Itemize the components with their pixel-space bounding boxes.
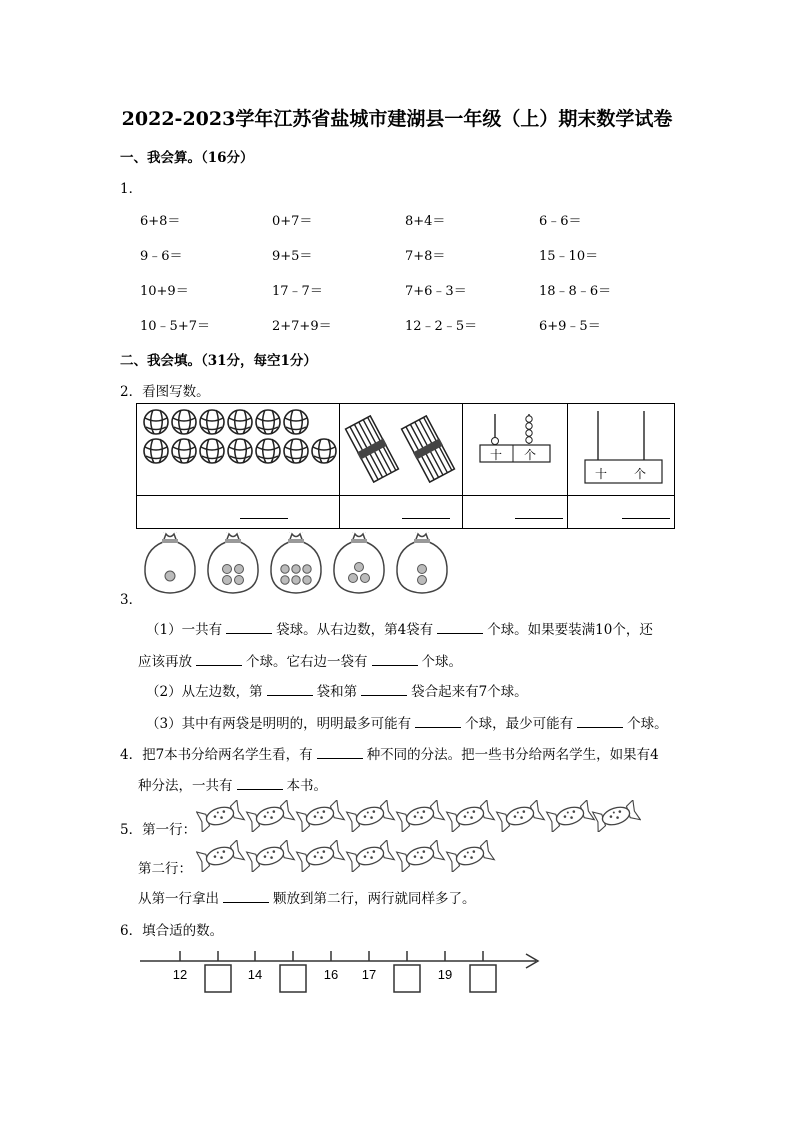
q3-blank-right-bag[interactable] [372,653,418,666]
abacus-2-picture [568,404,674,491]
q3-blank-bag-b[interactable] [361,683,407,696]
number-line [138,943,546,999]
q5-row2-label: 第二行： [138,861,192,877]
calc-3-4: 18﹣8﹣6＝ [539,284,612,299]
candy-row-1 [196,800,641,832]
q4-line1: 4．把7本书分给两名学生看，有 种不同的分法。把一些书分给两名学生，如果有4 [120,747,659,763]
calc-1-4: 6﹣6＝ [539,214,582,229]
calc-4-2: 2+7+9＝ [272,319,332,334]
section-1-heading: 一、我会算。（16分） [120,150,254,166]
calc-3-3: 7+6﹣3＝ [405,284,467,299]
number-line-box-2[interactable] [280,965,306,992]
calc-2-3: 7+8＝ [405,249,446,264]
number-line-box-4[interactable] [470,965,496,992]
answer-cell-3[interactable] [463,496,568,529]
q3-blank-total-bags[interactable] [226,621,272,634]
q3-part3: （3）其中有两袋是明明的，明明最多可能有 个球，最少可能有 个球。 [146,716,668,732]
tick-label-19: 19 [437,967,453,982]
tick-label-16: 16 [323,967,339,982]
number-line-box-1[interactable] [205,965,231,992]
abacus-2-ones-label: 个 [634,467,647,481]
calc-1-1: 6+8＝ [140,214,181,229]
sticks-cell [340,404,463,496]
volleyball-cell [137,404,340,496]
tick-label-14: 14 [247,967,263,982]
abacus-1-picture [463,404,567,491]
page-title: 2022-2023学年江苏省盐城市建湖县一年级（上）期末数学试卷 [121,108,673,130]
q3-part1-line1: （1）一共有 袋球。从右边数，第4袋有 个球。如果要装满10个，还 [146,622,653,638]
answer-cell-1[interactable] [137,496,340,529]
q3-part1-line2: 应该再放 个球。它右边一袋有 个球。 [138,654,462,670]
abacus-2-cell [568,404,675,496]
volleyballs-picture [137,404,339,491]
abacus-1-cell [463,404,568,496]
bag-4 [334,532,384,593]
tick-label-17: 17 [361,967,377,982]
q3-part2: （2）从左边数，第 袋和第 袋合起来有7个球。 [146,684,528,700]
stick-bundles-picture [340,404,462,491]
bag-2 [208,532,258,593]
calc-3-2: 17﹣7＝ [272,284,323,299]
q5-row1-label: 5．第一行： [120,822,197,838]
abacus-2-tens-label: 十 [595,467,608,481]
number-line-box-3[interactable] [394,965,420,992]
q3-blank-add-more[interactable] [196,653,242,666]
q3-blank-max[interactable] [415,715,461,728]
candy-row-2 [196,840,501,872]
q3-blank-min[interactable] [577,715,623,728]
q3-blank-bag-a[interactable] [267,683,313,696]
answer-cell-4[interactable] [568,496,675,529]
section-2-heading: 二、我会填。（31分，每空1分） [120,353,317,369]
question-3-number: 3． [120,592,143,608]
bag-1 [145,532,195,593]
calc-4-4: 6+9﹣5＝ [539,319,601,334]
calc-2-4: 15﹣10＝ [539,249,599,264]
q4-line2: 种分法，一共有 本书。 [138,778,327,794]
bag-5 [397,532,447,593]
q3-blank-fourth-bag[interactable] [437,621,483,634]
calc-4-3: 12﹣2﹣5＝ [405,319,478,334]
calc-1-3: 8+4＝ [405,214,446,229]
q5-blank-move[interactable] [223,890,269,903]
picture-table [136,403,675,529]
calc-4-1: 10﹣5+7＝ [140,319,210,334]
question-2-label: 2．看图写数。 [120,384,210,400]
calc-1-2: 0+7＝ [272,214,313,229]
calc-3-1: 10+9＝ [140,284,189,299]
abacus-1-tens-label: 十 [490,448,503,462]
calc-2-2: 9+5＝ [272,249,313,264]
answer-cell-2[interactable] [340,496,463,529]
bag-3 [271,532,321,593]
q5-question: 从第一行拿出 颗放到第二行，两行就同样多了。 [138,891,476,907]
tick-label-12: 12 [172,967,188,982]
q4-blank-ways[interactable] [317,746,363,759]
question-1-number: 1． [120,181,143,197]
q6-label: 6．填合适的数。 [120,923,224,939]
q4-blank-books[interactable] [237,777,283,790]
calc-2-1: 9﹣6＝ [140,249,183,264]
abacus-1-ones-label: 个 [524,448,537,462]
ball-bags-picture [138,532,458,594]
